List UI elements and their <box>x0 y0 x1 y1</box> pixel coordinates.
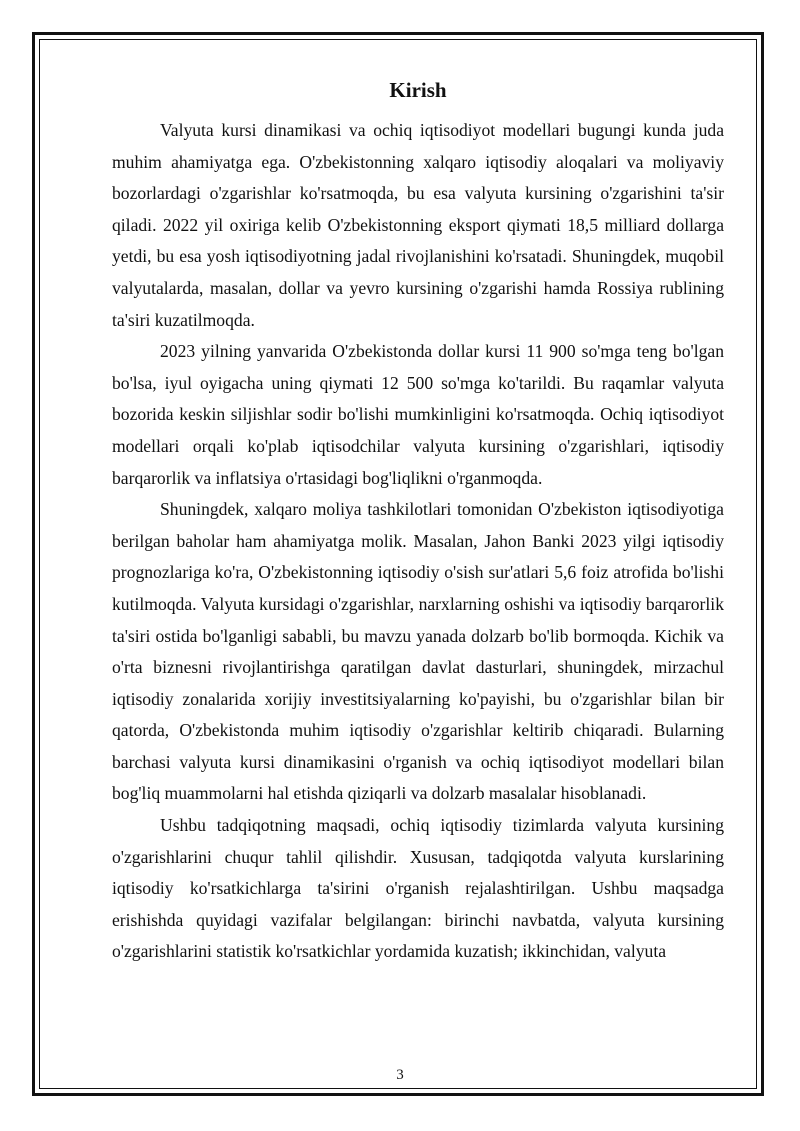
paragraph-2: 2023 yilning yanvarida O'zbekistonda dollar kursi 11 900 so'mga teng bo'lgan bo'lsa, iyul oyigacha uning qiymati 12 500 so'mga ko'tarildi. Bu raqamlar valyuta bozorida keskin siljishlar sodir bo'lishi mumkinligini ko'rsatmoqda. Ochiq iqtisodiyot modellari orqali ko'plab iqtisodchilar valyuta kursining o'zgarishlari, iqtisodiy barqarorlik va inflatsiya o'rtasidagi bog'liqlikni o'rganmoqda. <box>112 341 724 488</box>
paragraph-4: Ushbu tadqiqotning maqsadi, ochiq iqtisodiy tizimlarda valyuta kursining o'zgarishlarini chuqur tahlil qilishdir. Xususan, tadqiqotda valyuta kurslarining iqtisodiy ko'rsatkichlarga ta'sirini o'rganish rejalashtirilgan. Ushbu maqsadga erishishda quyidagi vazifalar belgilangan: birinchi navbatda, valyuta kursining o'zgarishlarini statistik ko'rsatkichlar yordamida kuzatish; ikkinchidan, valyuta <box>112 815 724 962</box>
section-title: Kirish <box>389 78 447 102</box>
paragraph-3: Shuningdek, xalqaro moliya tashkilotlari tomonidan O'zbekiston iqtisodiyotiga berilgan baholar ham ahamiyatga molik. Masalan, Jahon Banki 2023 yilgi iqtisodiy prognozlariga ko'ra, O'zbekistonning iqtisodiy o'sish sur'atlari 5,6 foiz atrofida bo'lishi kutilmoqda. Valyuta kursidagi o'zgarishlar, narxlarning oshishi va iqtisodiy barqarorlik ta'siri ostida bo'lganligi sababli, bu mavzu yanada dolzarb bo'lib bormoqda. Kichik va o'rta biznesni rivojlantirishga qaratilgan davlat dasturlari, shuningdek, mirzachul iqtisodiy zonalarida xorijiy investitsiyalarning ko'payishi, bu o'zgarishlar bilan bir qatorda, O'zbekistonda muhim iqtisodiy o'zgarishlar keltirib chiqaradi. Bularning barchasi valyuta kursi dinamikasini o'rganish va ochiq iqtisodiyot modellari bilan bog'liq muammolarni hal etishda qiziqarli va dolzarb masalalar hisoblanadi. <box>112 499 724 804</box>
page-content <box>112 68 724 968</box>
paragraph-1: Valyuta kursi dinamikasi va ochiq iqtisodiyot modellari bugungi kunda juda muhim ahamiyatga ega. O'zbekistonning xalqaro iqtisodiy aloqalari va moliyaviy bozorlardagi o'zgarishlar ko'rsatmoqda, bu esa valyuta kursining o'zgarishini ta'sir qiladi. 2022 yil oxiriga kelib O'zbekistonning eksport qiymati 18,5 milliard dollarga yetdi, bu esa yosh iqtisodiyotning jadal rivojlanishini ko'rsatadi. Shuningdek, muqobil valyutalarda, masalan, dollar va yevro kursining o'zgarishi hamda Rossiya rublining ta'siri kuzatilmoqda. <box>112 120 724 330</box>
page-number: 3 <box>396 1067 404 1083</box>
